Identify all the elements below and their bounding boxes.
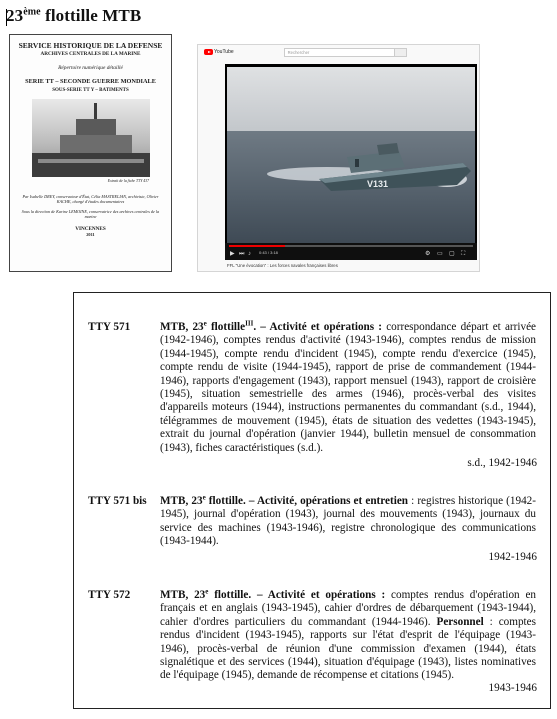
cover-subseries: SOUS-SERIE TT Y – BATIMENTS bbox=[52, 88, 129, 93]
youtube-play-icon bbox=[204, 49, 213, 55]
cover-direction: Sous la direction de Karine LEMOINE, conservatrice des archives centrales de la marine bbox=[21, 208, 160, 219]
video-scene bbox=[227, 67, 475, 243]
entry-code: TTY 571 bbox=[88, 321, 131, 333]
cover-year: 2011 bbox=[86, 232, 95, 237]
cover-archives: ARCHIVES CENTRALES DE LA MARINE bbox=[40, 51, 141, 57]
entry-body: MTB, 23e flottille. – Activité, opérations et entretien : registres historique (1942-1945), journal d'opération (1943), journal des mouvements (1943), journaux du service des machines (1943-1946), registre chronologique des communications (1943-1944). bbox=[160, 493, 536, 548]
entry-date: s.d., 1942-1946 bbox=[467, 457, 537, 469]
entry-code: TTY 571 bis bbox=[88, 495, 147, 507]
cover-series: SERIE TT – SECONDE GUERRE MONDIALE bbox=[25, 78, 156, 85]
entry-body: MTB, 23e flottille. – Activité et opérations : comptes rendus d'opération en français et en anglais (1943-1945), cahier d'ordres de débarquement (1943-1944), cahier d'ordres particuliers du commandant (1944-1946). Personnel : comptes rendus d'incident (1943-1945), rapports sur l'état d'esprit de l'équipage (1943-1946), procès-verbal de réunion d'une commission d'examen (1944), états signalétique et des services (1944), situation d'équipage (1943), listes nominatives de l'équipage (1945), demande de récompense et citations (1945). bbox=[160, 587, 536, 682]
boat-marking: V131 bbox=[367, 179, 389, 189]
cover-authors: Par Isabelle DREY, conservateur d'État, Célia MASTRELIAN, archiviste, Olivier KACHE, chargé d'études documentaires bbox=[22, 194, 159, 205]
cover-org: SERVICE HISTORIQUE DE LA DEFENSE bbox=[18, 41, 163, 50]
inventory-document bbox=[73, 292, 551, 709]
search-button[interactable] bbox=[394, 48, 407, 57]
play-icon[interactable]: ▶ bbox=[230, 251, 235, 257]
cover-photo-caption: Extrait de la fiche TTY 437 bbox=[107, 179, 149, 183]
cover-photo bbox=[32, 99, 150, 177]
entry-date: 1943-1946 bbox=[488, 682, 537, 694]
entry-code: TTY 572 bbox=[88, 589, 131, 601]
video-player bbox=[197, 44, 480, 272]
volume-icon[interactable]: ♪ bbox=[248, 251, 251, 257]
cover-doc-type: Répertoire numérique détaillé bbox=[58, 65, 123, 71]
book-cover-image bbox=[9, 34, 172, 272]
motor-boat-image bbox=[227, 67, 475, 243]
video-controls bbox=[225, 243, 477, 260]
progress-bar[interactable] bbox=[229, 245, 473, 247]
youtube-header bbox=[198, 45, 479, 59]
settings-icon[interactable]: ⚙ bbox=[425, 251, 431, 257]
video-frame[interactable] bbox=[225, 64, 477, 260]
progress-fill bbox=[229, 245, 285, 247]
next-icon[interactable]: ⏭ bbox=[239, 251, 245, 257]
cast-icon[interactable]: ▢ bbox=[449, 251, 455, 257]
entry-body: MTB, 23e flottille$^{III}$. – Activité et opérations : correspondance départ et arrivée (1942-1946), comptes rendus d'activité (1943-1946), comptes rendus de mission (1944-1945), compte rendu d'incident (1945), compte rendu d'exercice (1945), compte rendu de visite (1944-1945), rapport de prise de commandement (1944-1946), rapports d'engagement (1943), rapport mensuel (1943), rapport de croisière (1945), situation semestrielle des armes (1946), procès-verbal des visites d'appareils moteurs (1944), instructions permanentes du commandant (s.d., 1944), télégrammes de mouvement (1945), états de situation des vedettes (1943-1945), extrait du journal d'opération (janvier 1944), bulletin mensuel de consommation (1943), fiches caractéristiques (s.d.). bbox=[160, 319, 537, 454]
page-title: 23ème flottille MTB bbox=[6, 6, 142, 25]
youtube-logo[interactable]: YouTube bbox=[204, 49, 234, 55]
entry-date: 1942-1946 bbox=[488, 551, 537, 563]
video-title: FFL "Une évocation" : Les forces navales françaises libres bbox=[227, 263, 338, 268]
video-time: 0:43 / 3:18 bbox=[259, 250, 278, 255]
search-input[interactable]: Rechercher bbox=[284, 48, 395, 57]
cover-city: VINCENNES bbox=[75, 226, 106, 232]
theater-icon[interactable]: ▭ bbox=[437, 251, 443, 257]
fullscreen-icon[interactable]: ⛶ bbox=[461, 251, 466, 257]
